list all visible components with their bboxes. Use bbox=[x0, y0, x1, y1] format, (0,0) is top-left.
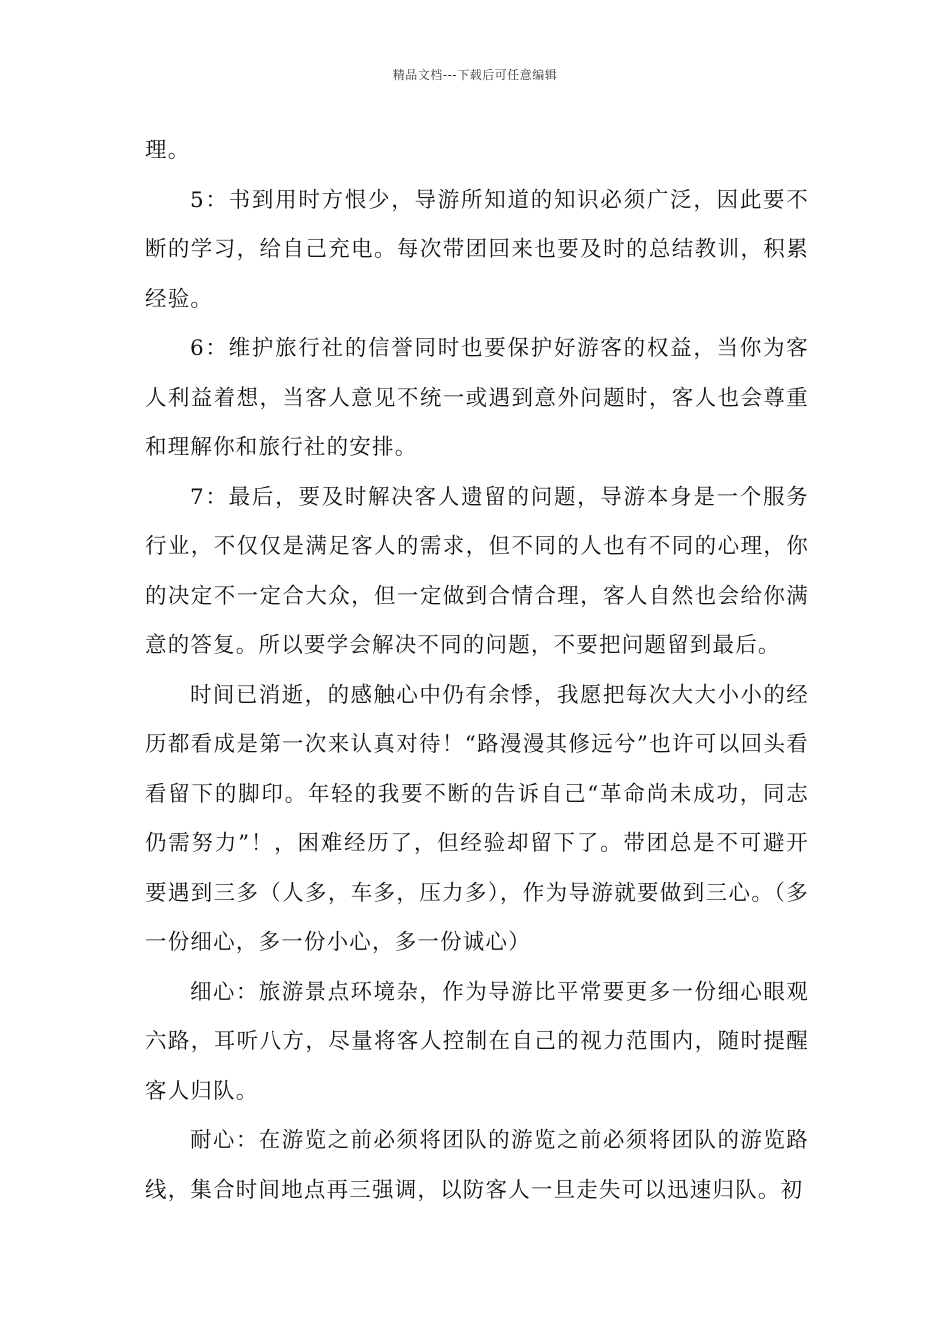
paragraph-patience: 耐心：在游览之前必须将团队的游览之前必须将团队的游览路线，集合时间地点再三强调，以防客人一旦走失可以迅速归队。初 bbox=[145, 1128, 809, 1203]
document-body bbox=[145, 126, 809, 1215]
paragraph-carefulness: 细心：旅游景点环境杂，作为导游比平常要更多一份细心眼观六路，耳听八方，尽量将客人控制在自己的视力范围内，随时提醒客人归队。 bbox=[145, 979, 809, 1104]
paragraph-reflection: 时间已消逝，的感触心中仍有余悸，我愿把每次大大小小的经历都看成是第一次来认真对待！“路漫漫其修远兮”也许可以回头看看留下的脚印。年轻的我要不断的告诉自己“革命尚未成功，同志仍需努力”！，困难经历了，但经验却留下了。带团总是不可避开要遇到三多（人多，车多，压力多），作为导游就要做到三心。（多一份细心，多一份小心，多一份诚心） bbox=[145, 682, 809, 955]
paragraph-item-5: 5：书到用时方恨少，导游所知道的知识必须广泛，因此要不断的学习，给自己充电。每次带团回来也要及时的总结教训，积累经验。 bbox=[145, 187, 809, 312]
paragraph-item-7: 7：最后，要及时解决客人遗留的问题，导游本身是一个服务行业，不仅仅是满足客人的需求，但不同的人也有不同的心理，你的决定不一定合大众，但一定做到合情合理，客人自然也会给你满意的答复。所以要学会解决不同的问题，不要把问题留到最后。 bbox=[145, 484, 809, 658]
page-header: 精品文档---下载后可任意编辑 bbox=[392, 68, 558, 82]
paragraph-item-6: 6：维护旅行社的信誉同时也要保护好游客的权益，当你为客人利益着想，当客人意见不统一或遇到意外问题时，客人也会尊重和理解你和旅行社的安排。 bbox=[145, 336, 809, 460]
paragraph-continuation: 理。 bbox=[145, 138, 191, 163]
